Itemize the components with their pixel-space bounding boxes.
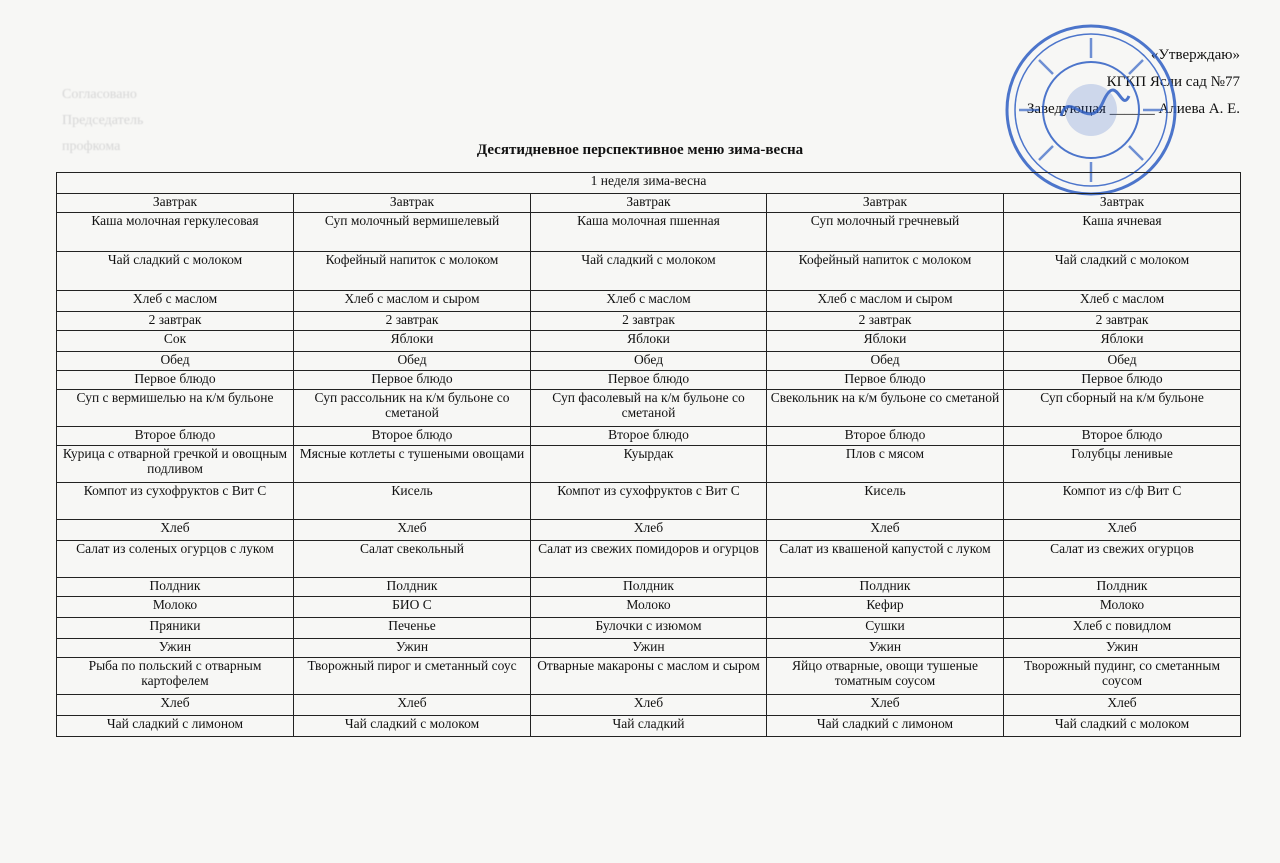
dish-cell: Хлеб	[531, 695, 767, 716]
section-header-cell: Полдник	[767, 578, 1004, 597]
dish-cell: Салат из соленых огурцов с луком	[57, 541, 294, 578]
section-header-cell: Завтрак	[1004, 194, 1241, 213]
dish-cell: Чай сладкий с лимоном	[767, 716, 1004, 737]
dish-cell: Салат свекольный	[294, 541, 531, 578]
dish-cell: Каша ячневая	[1004, 213, 1241, 252]
section-header-cell: Второе блюдо	[294, 427, 531, 446]
dish-cell: Компот из с/ф Вит С	[1004, 483, 1241, 520]
dish-cell: Хлеб	[1004, 520, 1241, 541]
section-header-cell: 2 завтрак	[531, 312, 767, 331]
section-header-cell: 2 завтрак	[767, 312, 1004, 331]
menu-item-row	[57, 446, 1241, 483]
section-header-cell: Ужин	[1004, 639, 1241, 658]
dish-cell: Яблоки	[1004, 331, 1241, 352]
dish-cell: Сушки	[767, 618, 1004, 639]
dish-cell: Суп молочный гречневый	[767, 213, 1004, 252]
dish-cell: Мясные котлеты с тушеными овощами	[294, 446, 531, 483]
section-header-cell: Второе блюдо	[1004, 427, 1241, 446]
dish-cell: Чай сладкий с молоком	[1004, 716, 1241, 737]
dish-cell: Салат из свежих помидоров и огурцов	[531, 541, 767, 578]
dish-cell: Чай сладкий с молоком	[294, 716, 531, 737]
dish-cell: Кофейный напиток с молоком	[294, 252, 531, 291]
section-row	[57, 312, 1241, 331]
section-row	[57, 352, 1241, 371]
section-header-cell: Полдник	[1004, 578, 1241, 597]
menu-item-row	[57, 483, 1241, 520]
dish-cell: Пряники	[57, 618, 294, 639]
dish-cell: Сок	[57, 331, 294, 352]
faded-line-3: профкома	[62, 139, 121, 154]
dish-cell: БИО С	[294, 597, 531, 618]
section-header-cell: Завтрак	[294, 194, 531, 213]
dish-cell: Хлеб	[294, 520, 531, 541]
dish-cell: Печенье	[294, 618, 531, 639]
dish-cell: Хлеб с маслом	[531, 291, 767, 312]
section-header-cell: Полдник	[294, 578, 531, 597]
section-header-cell: Первое блюдо	[531, 371, 767, 390]
dish-cell: Чай сладкий с молоком	[1004, 252, 1241, 291]
dish-cell: Хлеб с маслом	[57, 291, 294, 312]
menu-item-row	[57, 390, 1241, 427]
menu-item-row	[57, 541, 1241, 578]
section-header-cell: Завтрак	[767, 194, 1004, 213]
dish-cell: Свекольник на к/м бульоне со сметаной	[767, 390, 1004, 427]
dish-cell: Каша молочная геркулесовая	[57, 213, 294, 252]
dish-cell: Чай сладкий с молоком	[531, 252, 767, 291]
menu-item-row	[57, 213, 1241, 252]
menu-item-row	[57, 291, 1241, 312]
menu-item-row	[57, 252, 1241, 291]
menu-item-row	[57, 716, 1241, 737]
section-header-cell: Первое блюдо	[1004, 371, 1241, 390]
dish-cell: Кисель	[294, 483, 531, 520]
section-header-cell: Обед	[294, 352, 531, 371]
dish-cell: Голубцы ленивые	[1004, 446, 1241, 483]
faded-line-2: Председатель	[62, 113, 144, 128]
dish-cell: Яйцо отварные, овощи тушеные томатным соусом	[767, 658, 1004, 695]
section-row	[57, 371, 1241, 390]
section-header-cell: Полдник	[57, 578, 294, 597]
menu-item-row	[57, 658, 1241, 695]
dish-cell: Плов с мясом	[767, 446, 1004, 483]
dish-cell: Булочки с изюмом	[531, 618, 767, 639]
section-header-cell: Первое блюдо	[57, 371, 294, 390]
dish-cell: Хлеб с повидлом	[1004, 618, 1241, 639]
week-row	[57, 173, 1241, 194]
dish-cell: Хлеб	[57, 520, 294, 541]
section-header-cell: Ужин	[294, 639, 531, 658]
dish-cell: Творожный пудинг, со сметанным соусом	[1004, 658, 1241, 695]
section-row	[57, 639, 1241, 658]
section-header-cell: Второе блюдо	[57, 427, 294, 446]
section-header-cell: Первое блюдо	[294, 371, 531, 390]
section-header-cell: Второе блюдо	[767, 427, 1004, 446]
section-header-cell: Завтрак	[57, 194, 294, 213]
dish-cell: Хлеб	[767, 695, 1004, 716]
dish-cell: Суп молочный вермишелевый	[294, 213, 531, 252]
dish-cell: Хлеб	[294, 695, 531, 716]
section-header-cell: Обед	[57, 352, 294, 371]
dish-cell: Суп с вермишелью на к/м бульоне	[57, 390, 294, 427]
section-header-cell: 2 завтрак	[294, 312, 531, 331]
dish-cell: Яблоки	[294, 331, 531, 352]
section-header-cell: 2 завтрак	[1004, 312, 1241, 331]
dish-cell: Хлеб	[1004, 695, 1241, 716]
section-header-cell: Ужин	[57, 639, 294, 658]
dish-cell: Молоко	[1004, 597, 1241, 618]
menu-table-body	[57, 173, 1241, 737]
dish-cell: Кофейный напиток с молоком	[767, 252, 1004, 291]
dish-cell: Хлеб с маслом и сыром	[767, 291, 1004, 312]
menu-item-row	[57, 597, 1241, 618]
dish-cell: Молоко	[531, 597, 767, 618]
section-header-cell: Обед	[767, 352, 1004, 371]
section-row	[57, 427, 1241, 446]
dish-cell: Курица с отварной гречкой и овощным подливом	[57, 446, 294, 483]
week-title: 1 неделя зима-весна	[57, 173, 1241, 194]
menu-item-row	[57, 618, 1241, 639]
dish-cell: Чай сладкий с лимоном	[57, 716, 294, 737]
dish-cell: Хлеб	[57, 695, 294, 716]
faded-line-1: Согласовано	[62, 87, 137, 102]
section-row	[57, 194, 1241, 213]
menu-item-row	[57, 520, 1241, 541]
dish-cell: Салат из свежих огурцов	[1004, 541, 1241, 578]
dish-cell: Каша молочная пшенная	[531, 213, 767, 252]
dish-cell: Суп сборный на к/м бульоне	[1004, 390, 1241, 427]
menu-item-row	[57, 331, 1241, 352]
dish-cell: Хлеб	[767, 520, 1004, 541]
section-header-cell: Обед	[531, 352, 767, 371]
section-header-cell: Обед	[1004, 352, 1241, 371]
section-header-cell: Полдник	[531, 578, 767, 597]
section-header-cell: Ужин	[531, 639, 767, 658]
dish-cell: Рыба по польский с отварным картофелем	[57, 658, 294, 695]
dish-cell: Компот из сухофруктов с Вит С	[531, 483, 767, 520]
dish-cell: Яблоки	[531, 331, 767, 352]
dish-cell: Отварные макароны с маслом и сыром	[531, 658, 767, 695]
approval-signatory: Заведующая ______ Алиева А. Е.	[1026, 101, 1240, 117]
dish-cell: Чай сладкий с молоком	[57, 252, 294, 291]
section-header-cell: Ужин	[767, 639, 1004, 658]
section-header-cell: Первое блюдо	[767, 371, 1004, 390]
document-title: Десятидневное перспективное меню зима-весна	[476, 142, 804, 158]
dish-cell: Яблоки	[767, 331, 1004, 352]
approval-org: КГКП Ясли сад №77	[1106, 74, 1240, 90]
dish-cell: Хлеб	[531, 520, 767, 541]
dish-cell: Молоко	[57, 597, 294, 618]
dish-cell: Суп фасолевый на к/м бульоне со сметаной	[531, 390, 767, 427]
dish-cell: Куырдак	[531, 446, 767, 483]
dish-cell: Суп рассольник на к/м бульоне со сметаной	[294, 390, 531, 427]
section-header-cell: Завтрак	[531, 194, 767, 213]
approval-heading: «Утверждаю»	[1150, 47, 1240, 63]
dish-cell: Творожный пирог и сметанный соус	[294, 658, 531, 695]
dish-cell: Чай сладкий	[531, 716, 767, 737]
dish-cell: Хлеб с маслом	[1004, 291, 1241, 312]
dish-cell: Компот из сухофруктов с Вит С	[57, 483, 294, 520]
menu-table	[56, 172, 1241, 737]
section-header-cell: 2 завтрак	[57, 312, 294, 331]
dish-cell: Кисель	[767, 483, 1004, 520]
section-row	[57, 578, 1241, 597]
section-header-cell: Второе блюдо	[531, 427, 767, 446]
dish-cell: Хлеб с маслом и сыром	[294, 291, 531, 312]
dish-cell: Салат из квашеной капустой с луком	[767, 541, 1004, 578]
dish-cell: Кефир	[767, 597, 1004, 618]
menu-item-row	[57, 695, 1241, 716]
